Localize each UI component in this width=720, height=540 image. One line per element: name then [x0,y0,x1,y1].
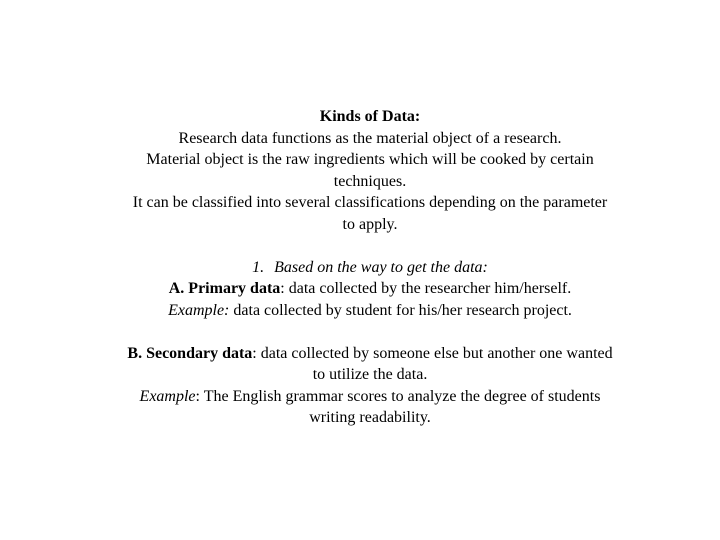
secondary-example-label: Example [139,387,196,405]
primary-example-text: data collected by student for his/her research project. [229,301,572,319]
primary-label: A. Primary data [168,280,281,297]
intro-line-5: to apply. [342,215,398,233]
intro-line-3: techniques. [333,172,407,190]
section-heading [80,257,660,279]
section-number: 1. [252,258,265,276]
secondary-definition [80,343,660,365]
intro-line-4: It can be classified into several classifications depending on the parameter [132,194,608,211]
intro-line-1: Research data functions as the material object of a research. [178,129,562,147]
slide-content [80,106,660,429]
primary-definition [80,278,660,300]
spacer [80,321,660,343]
secondary-text-1: : data collected by someone else but another one wanted [252,344,613,362]
section-heading-text: Based on the way to get the data: [274,258,488,276]
secondary-example-text-1: : The English grammar scores to analyze the degree of students [195,387,601,405]
intro-line-2: Material object is the raw ingredients which will be cooked by certain [146,151,594,168]
slide-title: Kinds of Data: [319,108,421,125]
secondary-text-2: to utilize the data. [312,366,428,383]
secondary-example-text-2: writing readability. [309,409,431,426]
secondary-label: B. Secondary data [127,344,253,362]
primary-example [80,300,660,322]
spacer [80,235,660,257]
secondary-example [80,386,660,408]
primary-example-label: Example: [168,301,230,319]
primary-text: : data collected by the researcher him/herself. [280,280,572,297]
